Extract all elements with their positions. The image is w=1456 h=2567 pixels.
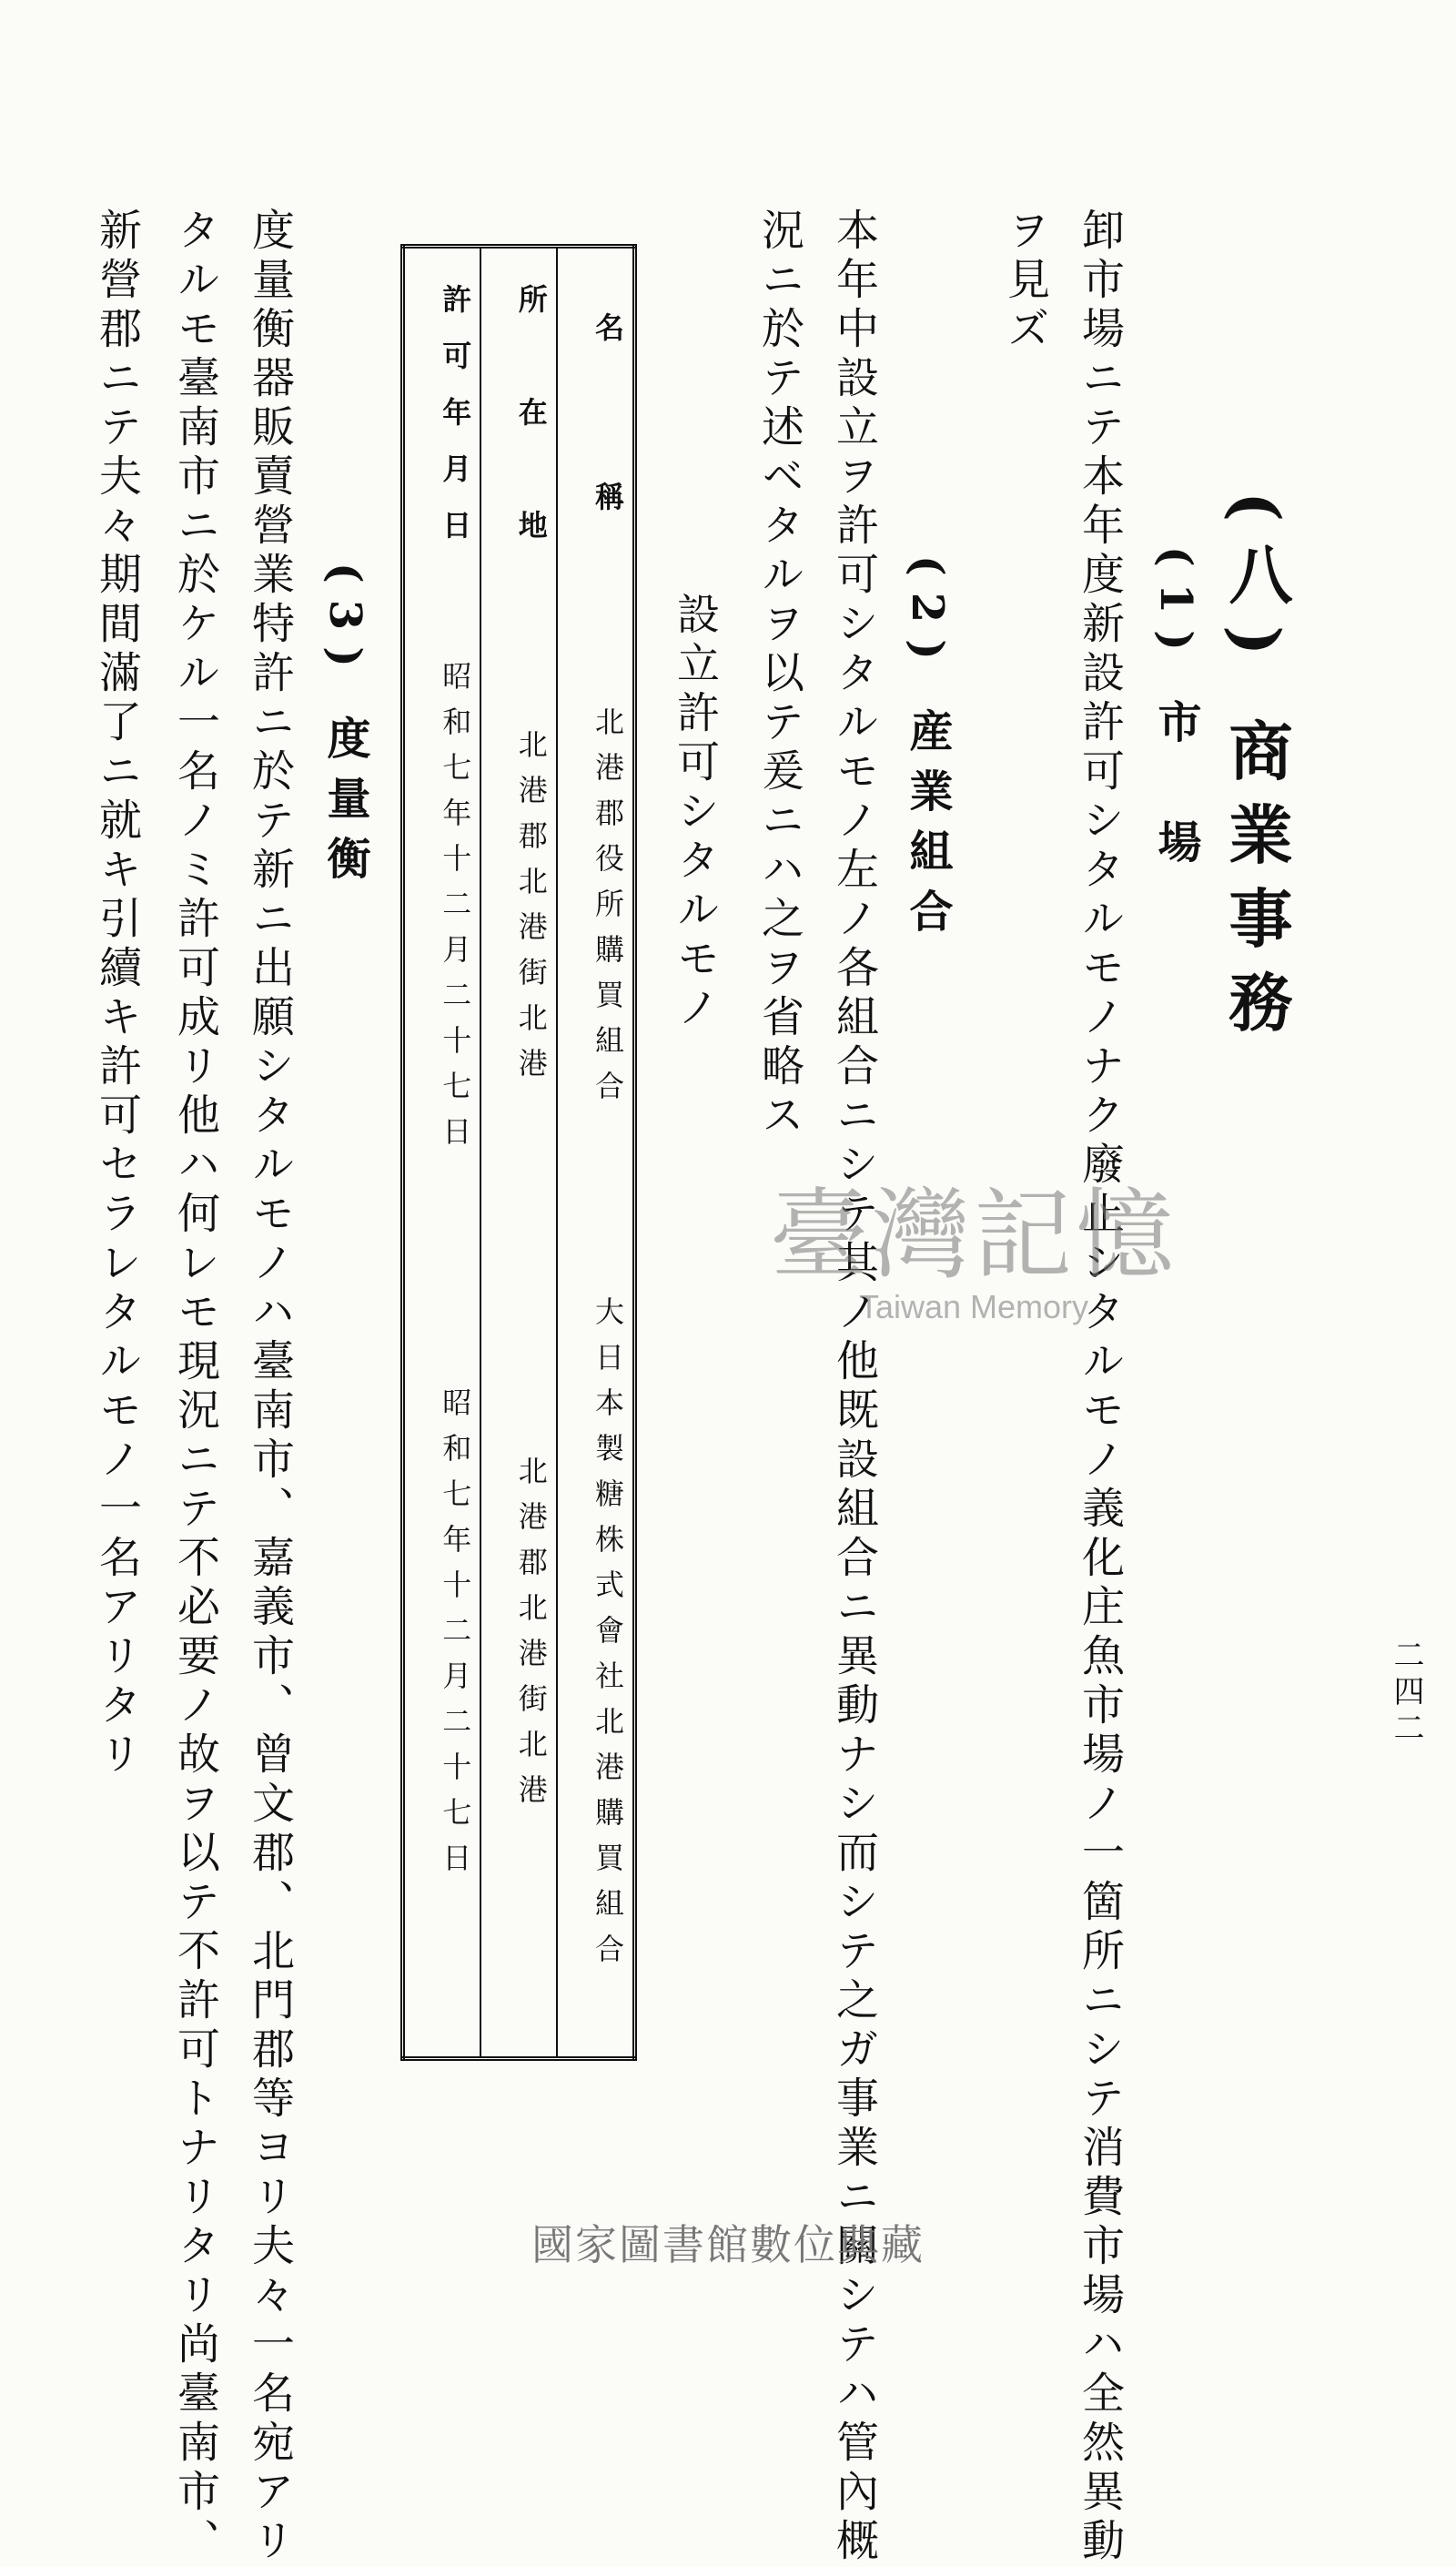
column-header-date: 許可年月日 <box>403 247 481 603</box>
table-cell: 大日本製糖株式會社北港購買組合 <box>557 1220 635 2059</box>
text-line: 新營郡ニテ夫々期間滿了ニ就キ引續キ許可セラレタルモノ一名アリタリ <box>92 208 142 1781</box>
table-cell: 北港郡北港街北港 <box>480 603 557 1220</box>
section-heading-cooperative: (2) 産業組合 <box>902 555 953 949</box>
table-row <box>480 247 557 2059</box>
table-row <box>403 247 481 2059</box>
table-cell: 北港郡役所購買組合 <box>557 603 635 1220</box>
page-number: 二四二 <box>1388 1639 1424 1748</box>
watermark-subtext: Taiwan Memory <box>858 1288 1089 1325</box>
column-header-name: 名 稱 <box>557 247 635 603</box>
table-cell: 昭和七年十二月二十七日 <box>403 1220 481 2059</box>
chapter-title: (八) 商業事務 <box>1218 492 1294 1053</box>
text-line: タルモ臺南市ニ於ケル一名ノミ許可成リ他ハ何レモ現況ニテ不必要ノ故ヲ以テ不許可トナリタリ尚臺南市、 <box>170 208 220 2567</box>
watermark-logo <box>719 1156 1228 1325</box>
table-cell: 昭和七年十二月二十七日 <box>403 603 481 1220</box>
text-line: 本年中設立ヲ許可シタルモノ左ノ各組合ニシテ其ノ他既設組合ニ異動ナシ而シテ之ガ事業ニ關シテハ管內概 <box>829 208 879 2567</box>
text-line: 況ニ於テ述ベタルヲ以テ爰ニハ之ヲ省略ス <box>754 208 804 1141</box>
permit-table <box>400 244 637 2061</box>
text-line: 設立許可シタルモノ <box>670 592 720 1034</box>
text-line: 卸市場ニテ本年度新設許可シタルモノナク廢止シタルモノ義化庄魚市場ノ一箇所ニシテ消費市場ハ全然異動 <box>1075 208 1125 2567</box>
footer-credit: 國家圖書館數位典藏 <box>531 2220 925 2269</box>
section-heading-market: (1) 市 場 <box>1150 546 1201 879</box>
text-line: ヲ見ズ <box>1000 208 1050 355</box>
section-heading-weights: (3) 度量衡 <box>319 563 370 896</box>
table-cell: 北港郡北港街北港 <box>480 1220 557 2059</box>
watermark-text: 臺灣記憶 <box>769 1179 1178 1293</box>
text-line: 度量衡器販賣營業特許ニ於テ新ニ出願シタルモノハ臺南市、嘉義市、曾文郡、北門郡等ヨリ夫々一名宛アリ <box>245 208 295 2567</box>
column-header-location: 所 在 地 <box>480 247 557 603</box>
table-row <box>557 247 635 2059</box>
